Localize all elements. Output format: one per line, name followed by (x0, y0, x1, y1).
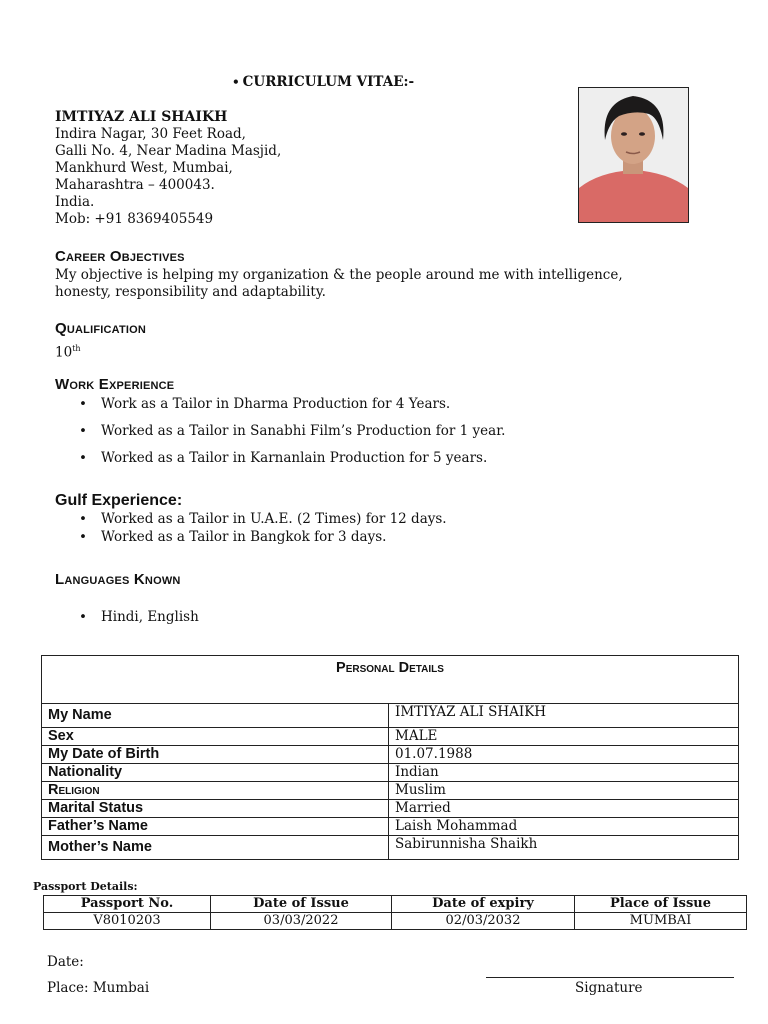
detail-value: IMTIYAZ ALI SHAIKH (389, 704, 739, 728)
detail-key: Religion (42, 782, 389, 800)
signature-line (486, 977, 734, 978)
list-item: • Worked as a Tailor in Bangkok for 3 days. (55, 529, 447, 546)
languages-list (55, 609, 199, 626)
work-experience-list (55, 396, 505, 467)
detail-value: Indian (389, 764, 739, 782)
detail-key: Mother’s Name (42, 836, 389, 860)
personal-details-table (41, 655, 739, 860)
detail-key: Nationality (42, 764, 389, 782)
detail-value: Married (389, 800, 739, 818)
detail-value: MALE (389, 728, 739, 746)
passport-header: Passport No. (44, 896, 211, 913)
detail-key: Sex (42, 728, 389, 746)
passport-value: 03/03/2022 (211, 913, 392, 930)
detail-key: My Date of Birth (42, 746, 389, 764)
languages-heading: Languages Known (55, 571, 181, 588)
passport-details-label: Passport Details: (33, 880, 138, 893)
mobile-number: Mob: +91 8369405549 (55, 211, 214, 227)
list-item: • Worked as a Tailor in U.A.E. (2 Times) for 12 days. (55, 511, 447, 529)
address-block (55, 126, 281, 228)
date-label: Date: (47, 954, 84, 970)
work-experience-heading: Work Experience (55, 376, 175, 393)
detail-key: Marital Status (42, 800, 389, 818)
passport-header: Date of expiry (392, 896, 575, 913)
qualification-heading: Qualification (55, 320, 147, 337)
person-photo-icon (579, 88, 688, 222)
career-text-line: honesty, responsibility and adaptability. (55, 284, 326, 300)
career-objectives-text (55, 267, 623, 301)
address-line: Maharashtra – 400043. (55, 177, 215, 193)
passport-header: Date of Issue (211, 896, 392, 913)
qualification-value: 10th (55, 344, 81, 361)
place-label: Place: Mumbai (47, 980, 150, 996)
passport-table (43, 895, 747, 930)
list-item: • Worked as a Tailor in Karnanlain Production for 5 years. (55, 450, 505, 467)
passport-value: 02/03/2032 (392, 913, 575, 930)
detail-key: Father’s Name (42, 818, 389, 836)
cv-title: • CURRICULUM VITAE:- (232, 74, 415, 90)
list-item: • Worked as a Tailor in Sanabhi Film’s Production for 1 year. (55, 423, 505, 450)
passport-value: V8010203 (44, 913, 211, 930)
list-item: • Work as a Tailor in Dharma Production for 4 Years. (55, 396, 505, 423)
detail-value: 01.07.1988 (389, 746, 739, 764)
detail-value: Sabirunnisha Shaikh (389, 836, 739, 860)
address-line: Mankhurd West, Mumbai, (55, 160, 233, 176)
passport-header: Place of Issue (575, 896, 747, 913)
list-item: • Hindi, English (55, 609, 199, 626)
address-line: Indira Nagar, 30 Feet Road, (55, 126, 246, 142)
applicant-name: IMTIYAZ ALI SHAIKH (55, 109, 228, 125)
profile-photo (578, 87, 689, 223)
passport-value: MUMBAI (575, 913, 747, 930)
career-objectives-heading: Career Objectives (55, 248, 185, 265)
gulf-experience-heading: Gulf Experience: (55, 492, 183, 509)
address-line: India. (55, 194, 95, 210)
detail-key: My Name (42, 704, 389, 728)
personal-details-heading: Personal Details (42, 656, 739, 704)
detail-value: Muslim (389, 782, 739, 800)
address-line: Galli No. 4, Near Madina Masjid, (55, 143, 282, 159)
signature-label: Signature (575, 980, 643, 996)
detail-value: Laish Mohammad (389, 818, 739, 836)
gulf-experience-list (55, 511, 447, 546)
career-text-line: My objective is helping my organization & the people around me with intelligence, (55, 267, 623, 283)
